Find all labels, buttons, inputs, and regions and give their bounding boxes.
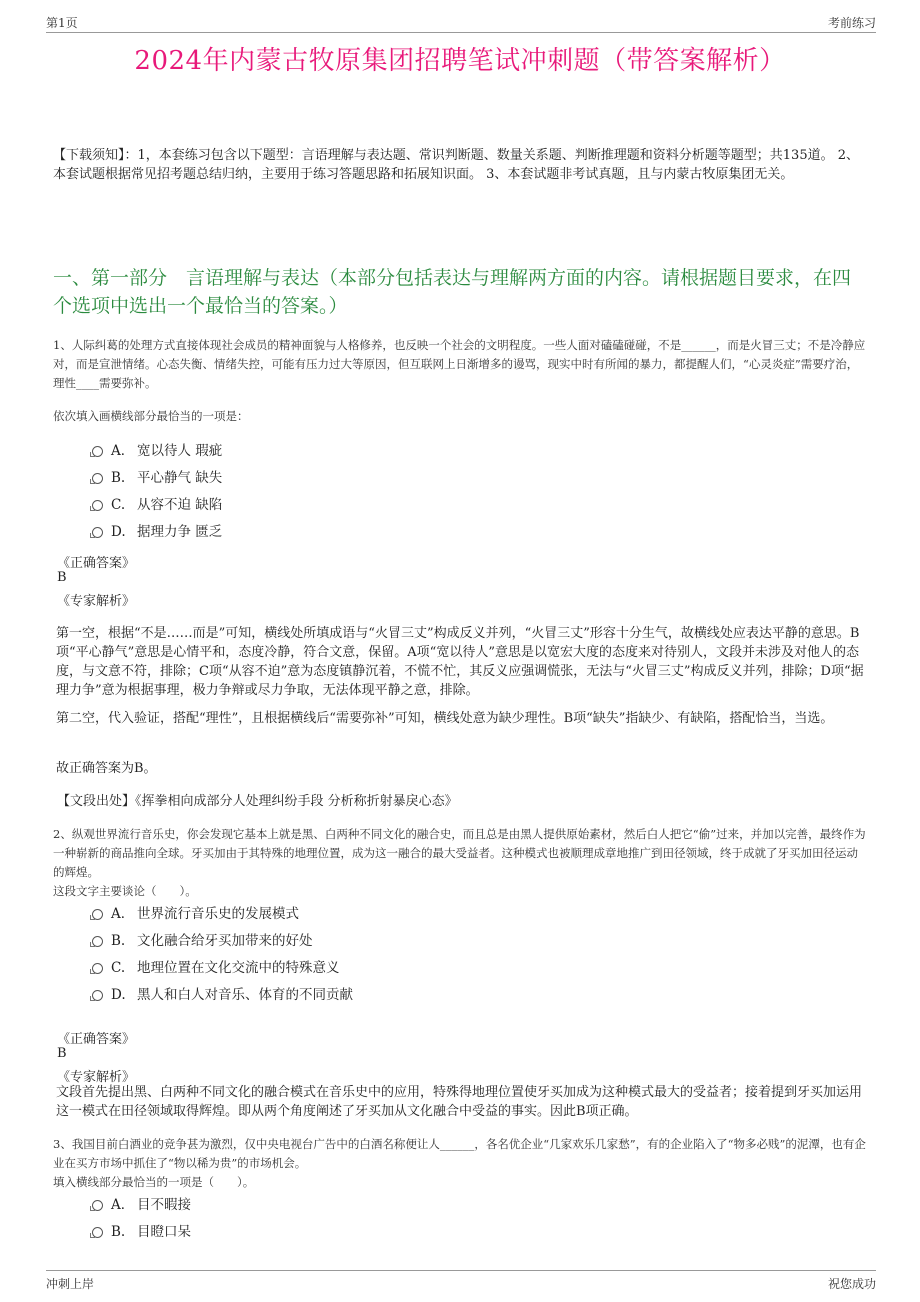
q2-analysis-label: 《专家解析》 <box>57 1070 136 1085</box>
footer-right: 祝您成功 <box>827 1277 876 1291</box>
q1-analysis-paragraph-2: 第二空，代入验证，搭配“理性”，且根据横线后“需要弥补”可知，横线处意为缺少理性。B项“缺失”指缺少、有缺陷，搭配恰当，当选。 <box>56 711 834 726</box>
q2-option-c[interactable]: C. 地理位置在文化交流中的特殊意义 <box>92 958 340 978</box>
page-number: 第1页 <box>46 16 78 30</box>
document-title: 2024年内蒙古牧原集团招聘笔试冲刺题（带答案解析） <box>134 46 786 76</box>
q1-option-d[interactable]: D. 据理力争 匮乏 <box>92 522 222 542</box>
header-tag: 考前练习 <box>827 16 876 30</box>
download-notice: 【下载须知】：1，本套练习包含以下题型：言语理解与表达题、常识判断题、数量关系题、判断推理题和资料分析题等题型；共135道。 2、本套试题根据常见招考题总结归纳，主要用于练习答题思路和拓展知识面。 3、本套试题非考试真题，且与内蒙古牧原集团无关。 <box>53 148 859 182</box>
q2-option-b[interactable]: B. 文化融合给牙买加带来的好处 <box>92 931 313 951</box>
question-1-instruction: 依次填入画横线部分最恰当的一项是： <box>53 409 249 423</box>
radio-icon[interactable] <box>92 446 103 457</box>
radio-icon[interactable] <box>92 500 103 511</box>
q1-conclusion: 故正确答案为B。 <box>56 761 157 776</box>
question-1-stem: 1、人际纠葛的处理方式直接体现社会成员的精神面貌与人格修养，也反映一个社会的文明程度。一些人面对磕磕碰碰，不是______，而是火冒三丈；不是冷静应对，而是宣泄情绪。心态失衡、情绪失控，可能有压力过大等原因，但互联网上日渐增多的谩骂，现实中时有所闻的暴力，都提醒人们，“心灵炎症”需要疗治，理性____需要弥补。 <box>53 338 866 390</box>
radio-icon[interactable] <box>92 909 103 920</box>
q1-analysis-label: 《专家解析》 <box>57 594 136 609</box>
section-heading: 一、第一部分 言语理解与表达（本部分包括表达与理解两方面的内容。请根据题目要求，在四个选项中选出一个最恰当的答案。） <box>53 267 852 317</box>
radio-icon[interactable] <box>92 990 103 1001</box>
footer-left: 冲刺上岸 <box>46 1277 95 1291</box>
radio-icon[interactable] <box>92 527 103 538</box>
q2-option-d[interactable]: D. 黑人和白人对音乐、体育的不同贡献 <box>92 985 353 1005</box>
radio-icon[interactable] <box>92 963 103 974</box>
radio-icon[interactable] <box>92 1227 103 1238</box>
question-2-stem: 2、纵观世界流行音乐史，你会发现它基本上就是黑、白两种不同文化的融合史，而且总是由黑人提供原始素材，然后白人把它“偷”过来，并加以完善，最终作为一种崭新的商品推向全球。牙买加由于其特殊的地理位置，成为这一融合的最大受益者。这种模式也被顺理成章地推广到田径领域，终于成就了牙买加田径运动的辉煌。 <box>53 827 866 879</box>
question-2-instruction: 这段文字主要谈论（ ）。 <box>53 884 197 898</box>
radio-icon[interactable] <box>92 473 103 484</box>
q2-option-a[interactable]: A． 世界流行音乐史的发展模式 <box>92 904 299 924</box>
q1-option-c[interactable]: C. 从容不迫 缺陷 <box>92 495 222 515</box>
question-3-stem: 3、我国目前白酒业的竞争甚为激烈，仅中央电视台广告中的白酒名称便让人______，各名优企业“几家欢乐几家愁”，有的企业陷入了“物多必贱”的泥潭，也有企业在买方市场中抓住了“物以稀为贵”的市场机会。 <box>53 1137 866 1170</box>
q1-answer-label: 《正确答案》 <box>57 556 136 571</box>
q3-option-a[interactable]: A． 目不暇接 <box>92 1195 191 1215</box>
q2-answer-label: 《正确答案》 <box>57 1032 136 1047</box>
radio-icon[interactable] <box>92 936 103 947</box>
q1-option-b[interactable]: B. 平心静气 缺失 <box>92 468 222 488</box>
q1-option-a[interactable]: A． 宽以待人 瑕疵 <box>92 441 222 461</box>
page-footer <box>46 1270 876 1297</box>
q1-source: 【文段出处】《挥拳相向成部分人处理纠纷手段 分析称折射暴戾心态》 <box>57 794 458 809</box>
q2-analysis: 文段首先提出黑、白两种不同文化的融合模式在音乐史中的应用，特殊得地理位置使牙买加成为这种模式最大的受益者；接着提到牙买加运用这一模式在田径领域取得辉煌。即从两个角度阐述了牙买加从文化融合中受益的事实。因此B项正确。 <box>56 1085 863 1119</box>
q1-answer: B <box>57 570 67 585</box>
page-header <box>46 10 876 33</box>
q2-answer: B <box>57 1046 67 1061</box>
q3-option-b[interactable]: B. 目瞪口呆 <box>92 1222 191 1242</box>
q1-analysis-paragraph-1: 第一空，根据“不是……而是”可知，横线处所填成语与“火冒三丈”构成反义并列，“火冒三丈”形容十分生气，故横线处应表达平静的意思。B项“平心静气”意思是心情平和，态度冷静，符合文意，保留。A项“宽以待人”意思是以宽宏大度的态度来对待别人，文段并未涉及对他人的态度，与文意不符，排除；C项“从容不迫”意为态度镇静沉着，不慌不忙，其反义应强调慌张，无法与“火冒三丈”构成反义并列，排除；D项“据理力争”意为根据事理，极力争辩或尽力争取，无法体现平静之意，排除。 <box>56 626 864 698</box>
radio-icon[interactable] <box>92 1200 103 1211</box>
question-3-instruction: 填入横线部分最恰当的一项是（ ）。 <box>53 1175 255 1189</box>
